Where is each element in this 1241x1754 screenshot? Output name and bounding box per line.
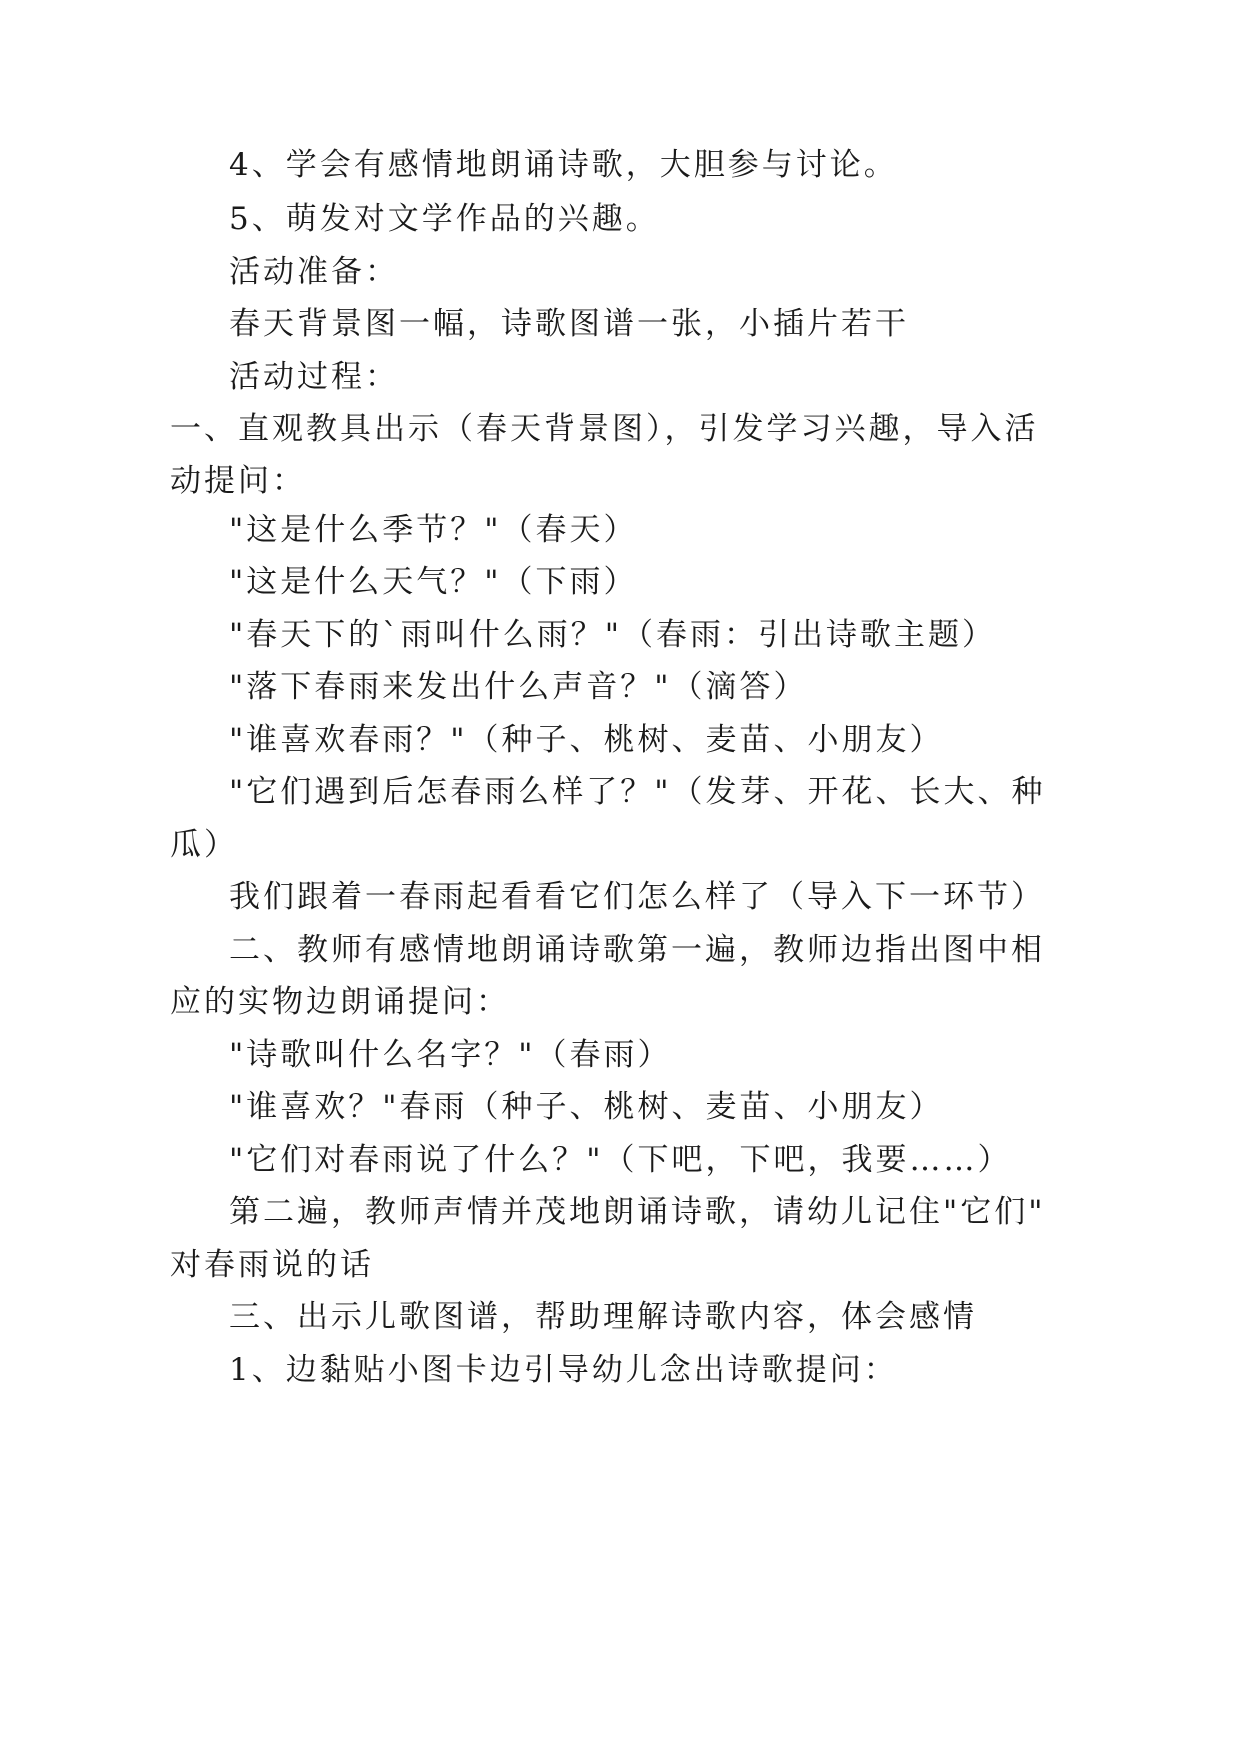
- text-line: "它们对春雨说了什么？"（下吧，下吧，我要……）: [229, 1142, 1012, 1178]
- text-line: 一、直观教具出示（春天背景图），引发学习兴趣，导入活: [170, 411, 1039, 447]
- text-line: 第二遍，教师声情并茂地朗诵诗歌，请幼儿记住"它们": [229, 1194, 1046, 1230]
- text-line: 瓜）: [170, 827, 238, 863]
- text-line: "落下春雨来发出什么声音？"（滴答）: [229, 669, 808, 705]
- text-line: "这是什么天气？"（下雨）: [229, 564, 638, 600]
- text-line: "这是什么季节？"（春天）: [229, 512, 638, 548]
- text-line: "谁喜欢？"春雨（种子、桃树、麦苗、小朋友）: [229, 1089, 944, 1125]
- text-line: 动提问：: [170, 463, 306, 499]
- text-line: 应的实物边朗诵提问：: [170, 984, 510, 1020]
- text-line: 活动过程：: [229, 359, 399, 395]
- text-line: 春天背景图一幅，诗歌图谱一张，小插片若干: [229, 306, 909, 342]
- text-line: "它们遇到后怎春雨么样了？"（发芽、开花、长大、种: [229, 774, 1046, 810]
- text-line: "谁喜欢春雨？"（种子、桃树、麦苗、小朋友）: [229, 722, 944, 758]
- text-line: 活动准备：: [229, 254, 399, 290]
- text-line: 二、教师有感情地朗诵诗歌第一遍，教师边指出图中相: [229, 932, 1045, 968]
- text-line: 4、学会有感情地朗诵诗歌，大胆参与讨论。: [229, 147, 898, 183]
- text-line: 对春雨说的话: [170, 1247, 374, 1283]
- text-line: "诗歌叫什么名字？"（春雨）: [229, 1037, 672, 1073]
- text-line: 5、萌发对文学作品的兴趣。: [229, 201, 660, 237]
- text-line: 我们跟着一春雨起看看它们怎么样了（导入下一环节）: [229, 879, 1045, 915]
- text-line: 三、出示儿歌图谱，帮助理解诗歌内容，体会感情: [229, 1299, 977, 1335]
- text-line: 1、边黏贴小图卡边引导幼儿念出诗歌提问：: [229, 1352, 898, 1388]
- text-line: "春天下的`雨叫什么雨？"（春雨：引出诗歌主题）: [229, 617, 997, 653]
